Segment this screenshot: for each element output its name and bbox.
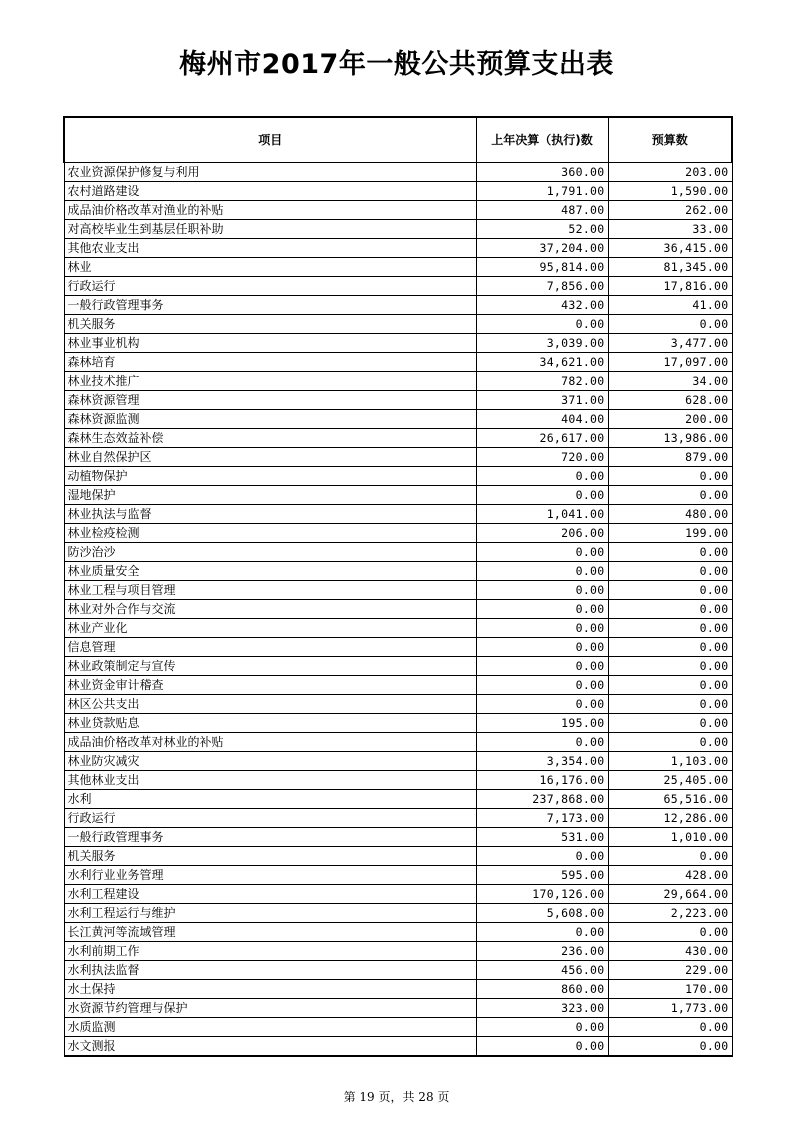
row-budget-value: 13,986.00 [608,429,732,448]
row-item-name: 森林资源管理 [64,391,476,410]
row-item-name: 林业资金审计稽查 [64,676,476,695]
row-budget-value: 2,223.00 [608,904,732,923]
row-item-name: 林业自然保护区 [64,448,476,467]
table-row [64,676,732,695]
row-budget-value: 0.00 [608,581,732,600]
table-row [64,771,732,790]
table-row [64,334,732,353]
row-budget-value: 17,097.00 [608,353,732,372]
row-item-name: 林业防灾减灾 [64,752,476,771]
row-last-year-value: 0.00 [476,467,608,486]
row-item-name: 水利 [64,790,476,809]
page-title: 梅州市2017年一般公共预算支出表 [179,49,614,80]
row-budget-value: 1,773.00 [608,999,732,1018]
row-item-name: 森林生态效益补偿 [64,429,476,448]
row-item-name: 水土保持 [64,980,476,999]
header-budget: 预算数 [608,117,732,163]
row-last-year-value: 237,868.00 [476,790,608,809]
row-item-name: 湿地保护 [64,486,476,505]
table-row [64,467,732,486]
table-row [64,942,732,961]
row-budget-value: 170.00 [608,980,732,999]
row-last-year-value: 195.00 [476,714,608,733]
row-item-name: 水利执法监督 [64,961,476,980]
row-last-year-value: 487.00 [476,201,608,220]
row-budget-value: 0.00 [608,657,732,676]
row-last-year-value: 0.00 [476,1018,608,1037]
row-last-year-value: 595.00 [476,866,608,885]
table-row [64,961,732,980]
row-item-name: 农村道路建设 [64,182,476,201]
row-last-year-value: 7,173.00 [476,809,608,828]
table-row [64,258,732,277]
row-item-name: 水利行业业务管理 [64,866,476,885]
row-last-year-value: 404.00 [476,410,608,429]
table-row [64,752,732,771]
row-last-year-value: 0.00 [476,847,608,866]
row-item-name: 动植物保护 [64,467,476,486]
row-item-name: 一般行政管理事务 [64,296,476,315]
row-budget-value: 0.00 [608,847,732,866]
table-row [64,619,732,638]
row-item-name: 一般行政管理事务 [64,828,476,847]
row-last-year-value: 371.00 [476,391,608,410]
table-row [64,847,732,866]
table-body [64,163,732,1057]
row-budget-value: 262.00 [608,201,732,220]
row-item-name: 机关服务 [64,847,476,866]
row-budget-value: 0.00 [608,695,732,714]
row-last-year-value: 531.00 [476,828,608,847]
table-row [64,239,732,258]
table-row [64,828,732,847]
table-row [64,904,732,923]
row-item-name: 农业资源保护修复与利用 [64,163,476,182]
row-last-year-value: 170,126.00 [476,885,608,904]
row-last-year-value: 5,608.00 [476,904,608,923]
row-budget-value: 0.00 [608,676,732,695]
table-row [64,657,732,676]
row-last-year-value: 34,621.00 [476,353,608,372]
row-item-name: 林业 [64,258,476,277]
table-row [64,486,732,505]
row-budget-value: 34.00 [608,372,732,391]
row-last-year-value: 16,176.00 [476,771,608,790]
row-last-year-value: 0.00 [476,638,608,657]
row-budget-value: 428.00 [608,866,732,885]
row-last-year-value: 0.00 [476,562,608,581]
row-budget-value: 1,103.00 [608,752,732,771]
row-item-name: 林业质量安全 [64,562,476,581]
row-item-name: 森林资源监测 [64,410,476,429]
table-row [64,182,732,201]
row-last-year-value: 236.00 [476,942,608,961]
row-last-year-value: 3,039.00 [476,334,608,353]
row-last-year-value: 0.00 [476,486,608,505]
row-last-year-value: 720.00 [476,448,608,467]
row-budget-value: 33.00 [608,220,732,239]
row-last-year-value: 95,814.00 [476,258,608,277]
table-row [64,543,732,562]
row-budget-value: 65,516.00 [608,790,732,809]
header-item: 项目 [64,117,476,163]
table-row [64,163,732,182]
row-budget-value: 1,010.00 [608,828,732,847]
row-last-year-value: 0.00 [476,923,608,942]
row-item-name: 水利工程建设 [64,885,476,904]
table-row [64,353,732,372]
table-row [64,524,732,543]
row-last-year-value: 26,617.00 [476,429,608,448]
row-item-name: 林业工程与项目管理 [64,581,476,600]
row-item-name: 森林培育 [64,353,476,372]
row-last-year-value: 1,791.00 [476,182,608,201]
page-footer: 第 19 页，共 28 页 [343,1090,450,1104]
row-budget-value: 0.00 [608,562,732,581]
row-item-name: 长江黄河等流域管理 [64,923,476,942]
row-item-name: 林业执法与监督 [64,505,476,524]
table-row [64,695,732,714]
table-header-row [64,117,732,163]
table-row [64,790,732,809]
row-last-year-value: 1,041.00 [476,505,608,524]
row-last-year-value: 52.00 [476,220,608,239]
row-last-year-value: 782.00 [476,372,608,391]
row-item-name: 林业事业机构 [64,334,476,353]
row-last-year-value: 0.00 [476,581,608,600]
table-row [64,733,732,752]
row-item-name: 水资源节约管理与保护 [64,999,476,1018]
row-item-name: 其他农业支出 [64,239,476,258]
table-row [64,581,732,600]
row-item-name: 机关服务 [64,315,476,334]
header-last-year: 上年决算（执行)数 [476,117,608,163]
row-item-name: 林业技术推广 [64,372,476,391]
row-last-year-value: 0.00 [476,543,608,562]
table-row [64,866,732,885]
row-budget-value: 0.00 [608,638,732,657]
row-last-year-value: 0.00 [476,733,608,752]
row-item-name: 信息管理 [64,638,476,657]
row-last-year-value: 0.00 [476,676,608,695]
row-budget-value: 200.00 [608,410,732,429]
table-row [64,372,732,391]
row-last-year-value: 456.00 [476,961,608,980]
row-item-name: 林业产业化 [64,619,476,638]
row-budget-value: 3,477.00 [608,334,732,353]
row-last-year-value: 37,204.00 [476,239,608,258]
table-row [64,220,732,239]
table-row [64,999,732,1018]
row-item-name: 水利前期工作 [64,942,476,961]
table-row [64,562,732,581]
row-budget-value: 0.00 [608,486,732,505]
row-item-name: 林业检疫检测 [64,524,476,543]
table-row [64,980,732,999]
row-last-year-value: 860.00 [476,980,608,999]
row-last-year-value: 0.00 [476,600,608,619]
table-row [64,429,732,448]
row-item-name: 防沙治沙 [64,543,476,562]
row-budget-value: 879.00 [608,448,732,467]
row-budget-value: 203.00 [608,163,732,182]
budget-table [63,116,733,1057]
row-item-name: 水利工程运行与维护 [64,904,476,923]
table-row [64,638,732,657]
row-item-name: 成品油价格改革对林业的补贴 [64,733,476,752]
row-item-name: 水文测报 [64,1037,476,1057]
row-budget-value: 12,286.00 [608,809,732,828]
row-budget-value: 0.00 [608,923,732,942]
row-last-year-value: 432.00 [476,296,608,315]
table-row [64,315,732,334]
table-row [64,1018,732,1037]
row-budget-value: 199.00 [608,524,732,543]
row-budget-value: 41.00 [608,296,732,315]
row-budget-value: 0.00 [608,315,732,334]
table-row [64,296,732,315]
row-last-year-value: 7,856.00 [476,277,608,296]
table-row [64,201,732,220]
row-item-name: 成品油价格改革对渔业的补贴 [64,201,476,220]
row-budget-value: 25,405.00 [608,771,732,790]
table-row [64,809,732,828]
table-row [64,923,732,942]
table-row [64,448,732,467]
row-budget-value: 430.00 [608,942,732,961]
row-last-year-value: 0.00 [476,1037,608,1057]
row-budget-value: 0.00 [608,1018,732,1037]
row-last-year-value: 0.00 [476,695,608,714]
table-row [64,410,732,429]
row-budget-value: 0.00 [608,714,732,733]
row-budget-value: 0.00 [608,1037,732,1057]
row-item-name: 林业对外合作与交流 [64,600,476,619]
table-row [64,1037,732,1057]
table-row [64,505,732,524]
row-budget-value: 0.00 [608,600,732,619]
row-item-name: 对高校毕业生到基层任职补助 [64,220,476,239]
table-row [64,714,732,733]
table-row [64,391,732,410]
row-item-name: 水质监测 [64,1018,476,1037]
row-budget-value: 0.00 [608,619,732,638]
row-budget-value: 628.00 [608,391,732,410]
row-last-year-value: 323.00 [476,999,608,1018]
row-item-name: 林区公共支出 [64,695,476,714]
row-budget-value: 29,664.00 [608,885,732,904]
row-item-name: 林业贷款贴息 [64,714,476,733]
row-budget-value: 0.00 [608,467,732,486]
row-last-year-value: 0.00 [476,315,608,334]
row-budget-value: 17,816.00 [608,277,732,296]
row-last-year-value: 0.00 [476,657,608,676]
table-row [64,885,732,904]
row-item-name: 其他林业支出 [64,771,476,790]
row-last-year-value: 206.00 [476,524,608,543]
row-budget-value: 229.00 [608,961,732,980]
row-budget-value: 480.00 [608,505,732,524]
row-item-name: 行政运行 [64,809,476,828]
row-budget-value: 0.00 [608,543,732,562]
row-budget-value: 81,345.00 [608,258,732,277]
table-row [64,600,732,619]
row-budget-value: 36,415.00 [608,239,732,258]
row-item-name: 行政运行 [64,277,476,296]
row-budget-value: 0.00 [608,733,732,752]
row-last-year-value: 360.00 [476,163,608,182]
row-item-name: 林业政策制定与宣传 [64,657,476,676]
row-last-year-value: 3,354.00 [476,752,608,771]
row-budget-value: 1,590.00 [608,182,732,201]
row-last-year-value: 0.00 [476,619,608,638]
table-row [64,277,732,296]
